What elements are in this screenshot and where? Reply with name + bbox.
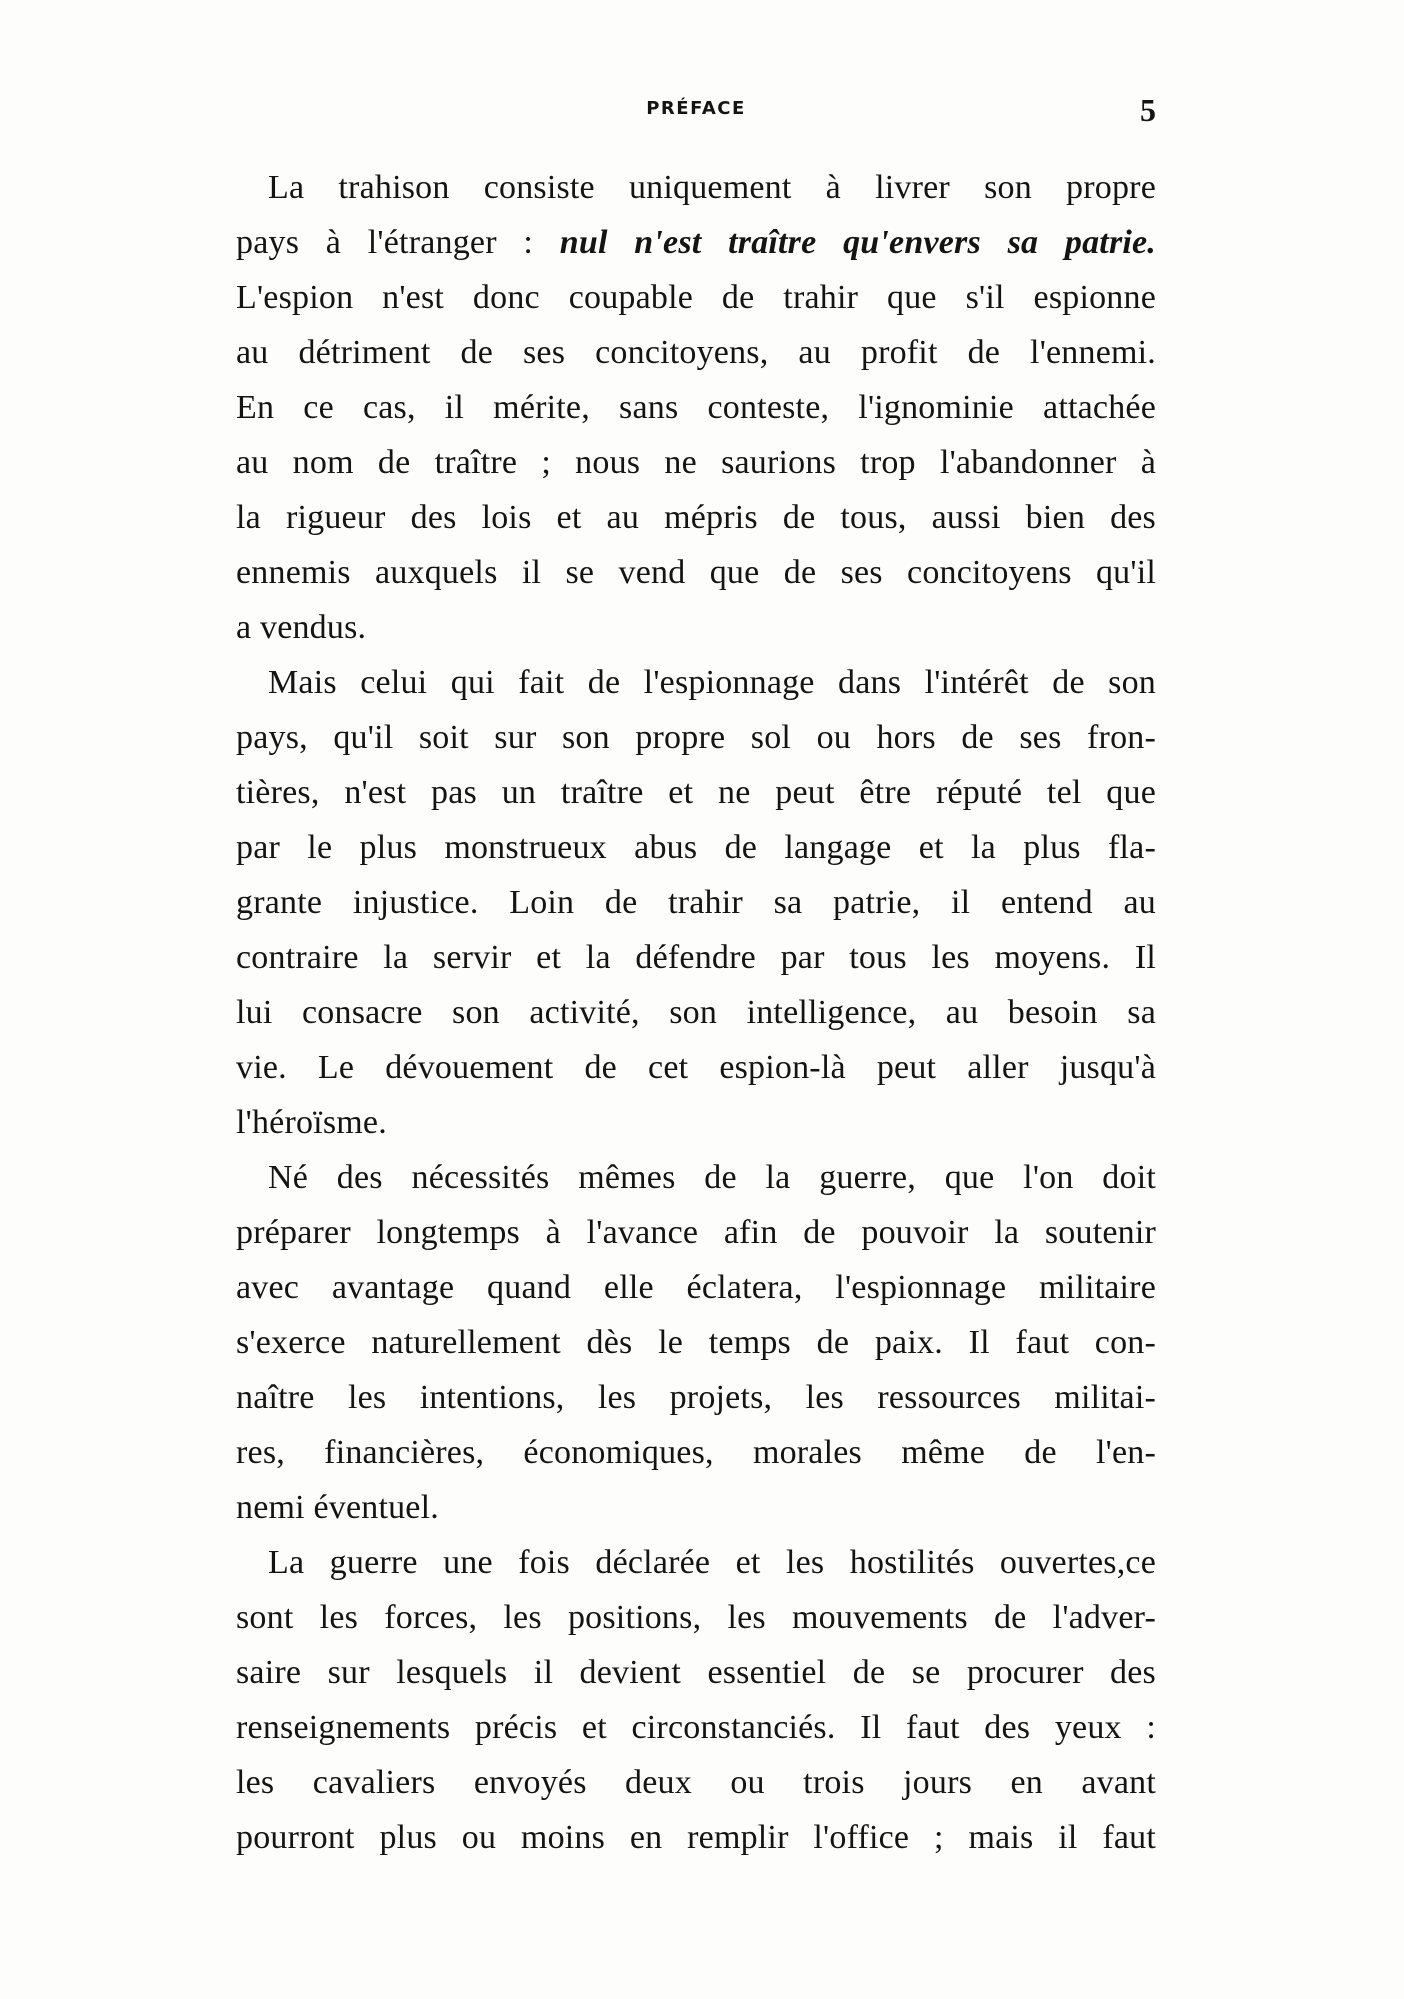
running-title: PRÉFACE [646,98,746,119]
text-line: pourront plus ou moins en remplir l'office ; mais il faut [236,1819,1156,1856]
text-line: lui consacre son activité, son intelligence, au besoin sa [236,994,1156,1031]
text-line: contraire la servir et la défendre par tous les moyens. Il [236,939,1156,976]
text-line: L'espion n'est donc coupable de trahir que s'il espionne [236,279,1156,316]
text-line: ennemis auxquels il se vend que de ses concitoyens qu'il [236,554,1156,591]
text-line: Mais celui qui fait de l'espionnage dans l'intérêt de son [268,664,1156,701]
text-line: La trahison consiste uniquement à livrer son propre [268,169,1156,206]
text-line: au détriment de ses concitoyens, au profit de l'ennemi. [236,334,1156,371]
text-line: En ce cas, il mérite, sans conteste, l'ignominie attachée [236,389,1156,426]
text-line: renseignements précis et circonstanciés. Il faut des yeux : [236,1709,1156,1746]
text-line: l'héroïsme. [236,1104,387,1141]
text-line: pays, qu'il soit sur son propre sol ou hors de ses fron- [236,719,1156,756]
text-line: grante injustice. Loin de trahir sa patrie, il entend au [236,884,1156,921]
text-line: au nom de traître ; nous ne saurions trop l'abandonner à [236,444,1156,481]
paragraph-2 [236,655,1156,1150]
text-line: vie. Le dévouement de cet espion-là peut aller jusqu'à [236,1049,1156,1086]
text-line: res, financières, économiques, morales même de l'en- [236,1434,1156,1471]
text-line: la rigueur des lois et au mépris de tous, aussi bien des [236,499,1156,536]
text-line: s'exerce naturellement dès le temps de paix. Il faut con- [236,1324,1156,1361]
text-line: Né des nécessités mêmes de la guerre, que l'on doit [268,1159,1156,1196]
text-line: a vendus. [236,609,367,646]
text-line-with-emphasis: pays à l'étranger : nul n'est traître qu'envers sa patrie. [236,224,1156,261]
paragraph-1 [236,160,1156,655]
text-line: La guerre une fois déclarée et les hostilités ouvertes,ce [268,1544,1156,1581]
text-line: par le plus monstrueux abus de langage et la plus fla- [236,829,1156,866]
page-number: 5 [1140,92,1156,128]
text-line: avec avantage quand elle éclatera, l'espionnage militaire [236,1269,1156,1306]
emphasized-maxim: nul n'est traître qu'envers sa patrie. [559,224,1156,261]
body-text [236,160,1156,1865]
running-head [236,92,1156,132]
text-line: naître les intentions, les projets, les ressources militai- [236,1379,1156,1416]
text-line: tières, n'est pas un traître et ne peut être réputé tel que [236,774,1156,811]
text-line: les cavaliers envoyés deux ou trois jours en avant [236,1764,1156,1801]
paragraph-3 [236,1150,1156,1535]
text-line: nemi éventuel. [236,1489,439,1526]
paragraph-4 [236,1535,1156,1865]
text-line: préparer longtemps à l'avance afin de pouvoir la soutenir [236,1214,1156,1251]
text-line: sont les forces, les positions, les mouvements de l'adver- [236,1599,1156,1636]
text-line: saire sur lesquels il devient essentiel de se procurer des [236,1654,1156,1691]
